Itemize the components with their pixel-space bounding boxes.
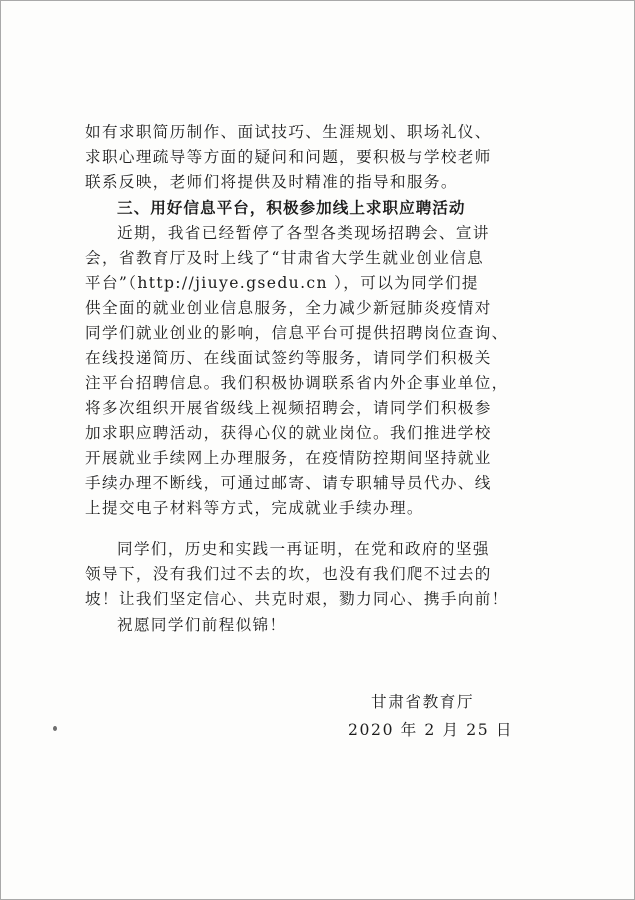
body-line: 加求职应聘活动，获得心仪的就业岗位。我们推进学校 — [85, 424, 492, 442]
body-line: 近期，我省已经暂停了各型各类现场招聘会、宣讲 — [117, 224, 490, 242]
body-line: 平台”（http://jiuye.gsedu.cn ），可以为同学们提 — [85, 274, 479, 292]
body-line: 如有求职简历制作、面试技巧、生涯规划、职场礼仪、 — [85, 123, 492, 141]
body-line: 祝愿同学们前程似锦！ — [117, 616, 287, 634]
body-line: 将多次组织开展省级线上视频招聘会，请同学们积极参 — [85, 399, 492, 417]
body-line: 开展就业手续网上办理服务，在疫情防控期间坚持就业 — [85, 449, 492, 467]
body-line: 领导下，没有我们过不去的坎，也没有我们爬不过去的 — [85, 565, 492, 583]
body-line: 手续办理不断线，可通过邮寄、请专职辅导员代办、线 — [85, 474, 492, 492]
issue-date: 2020 年 2 月 25 日 — [348, 721, 514, 739]
issuing-organization: 甘肃省教育厅 — [371, 693, 475, 711]
section-heading: 三、用好信息平台，积极参加线上求职应聘活动 — [117, 199, 466, 217]
body-line: 在线投递简历、在线面试签约等服务，请同学们积极关 — [85, 349, 492, 367]
body-line: 供全面的就业创业信息服务，全力减少新冠肺炎疫情对 — [85, 299, 492, 317]
body-line: 求职心理疏导等方面的疑问和问题，要积极与学校老师 — [85, 148, 492, 166]
body-line: 同学们，历史和实践一再证明，在党和政府的坚强 — [117, 540, 490, 558]
body-line: 联系反映，老师们将提供及时精准的指导和服务。 — [85, 173, 458, 191]
body-line: 上提交电子材料等方式，完成就业手续办理。 — [85, 499, 424, 517]
body-line: 坡！让我们坚定信心、共克时艰，勠力同心、携手向前！ — [85, 590, 509, 608]
scan-speck — [53, 726, 57, 731]
body-line: 注平台招聘信息。我们积极协调联系省内外企事业单位， — [85, 374, 509, 392]
body-line: 会，省教育厅及时上线了“甘肃省大学生就业创业信息 — [85, 249, 485, 267]
body-line: 同学们就业创业的影响，信息平台可提供招聘岗位查询、 — [85, 324, 509, 342]
